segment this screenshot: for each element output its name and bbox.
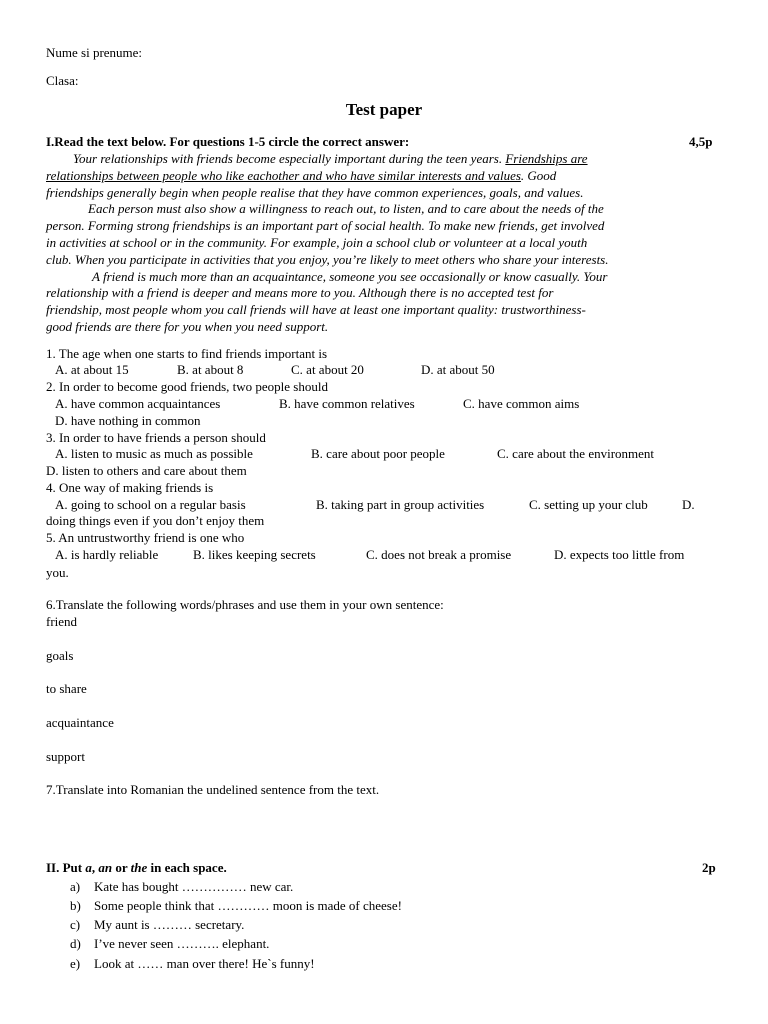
underlined-sentence: Friendships are	[505, 151, 588, 166]
section-1-points: 4,5p	[689, 134, 713, 149]
question-3: 3. In order to have friends a person should	[46, 430, 266, 445]
question-4: 4. One way of making friends is	[46, 480, 214, 495]
q2-option-c[interactable]: C. have common aims	[463, 396, 580, 411]
q2-option-b[interactable]: B. have common relatives	[279, 396, 415, 411]
item-b-letter: b)	[70, 898, 81, 913]
q3-option-b[interactable]: B. care about poor people	[311, 446, 445, 461]
q4-option-a[interactable]: A. going to school on a regular basis	[55, 497, 246, 512]
q1-option-c[interactable]: C. at about 20	[291, 362, 364, 377]
question-1: 1. The age when one starts to find friends important is	[46, 346, 328, 361]
text-line: Your relationships with friends become especially important during the teen years. Friendships are	[73, 151, 588, 166]
question-5: 5. An untrustworthy friend is one who	[46, 530, 245, 545]
item-e-text: Look at …… man over there! He`s funny!	[94, 956, 315, 971]
q1-option-d[interactable]: D. at about 50	[421, 362, 495, 377]
text-line: friendships generally begin when people realise that they have common experiences, goals, and values.	[46, 184, 584, 200]
text-line: Each person must also show a willingness to reach out, to listen, and to care about the needs of the	[88, 201, 604, 217]
name-label: Nume si prenume:	[46, 45, 143, 60]
section-1-heading: I.Read the text below. For questions 1-5 circle the correct answer:	[46, 134, 410, 149]
word-acquaintance: acquaintance	[46, 715, 114, 730]
question-6: 6.Translate the following words/phrases and use them in your own sentence:	[46, 597, 444, 612]
q1-option-a[interactable]: A. at about 15	[55, 362, 129, 377]
text-line: relationships between people who like eachother and who have similar interests and values. Good	[46, 167, 557, 183]
q1-option-b[interactable]: B. at about 8	[177, 362, 244, 377]
underlined-sentence: relationships between people who like eachother and who have similar interests and values	[46, 167, 521, 183]
text-line: in activities at school or in the community. For example, join a school club or volunteer at a local youth	[46, 234, 588, 250]
q4-option-c[interactable]: C. setting up your club	[529, 497, 648, 512]
q5-option-b[interactable]: B. likes keeping secrets	[193, 547, 316, 562]
item-a-text: Kate has bought …………… new car.	[94, 879, 294, 894]
q5-option-a[interactable]: A. is hardly reliable	[55, 547, 159, 562]
q3-option-d[interactable]: D. listen to others and care about them	[46, 463, 247, 478]
text-line: relationship with a friend is deeper and means more to you. Although there is no accepted test for	[46, 285, 554, 301]
section-2-heading: II. Put a, an or the in each space.	[46, 860, 227, 875]
word-support: support	[46, 749, 85, 764]
word-friend: friend	[46, 614, 78, 629]
text-line: good friends are there for you when you need support.	[46, 318, 329, 334]
item-d-text: I’ve never seen ………. elephant.	[94, 936, 270, 951]
q5-option-c[interactable]: C. does not break a promise	[366, 547, 512, 562]
item-d-letter: d)	[70, 936, 81, 951]
q4-option-b[interactable]: B. taking part in group activities	[316, 497, 485, 512]
q4-option-d[interactable]: D.	[682, 497, 695, 512]
q5-option-d[interactable]: D. expects too little from	[554, 547, 685, 562]
word-goals: goals	[46, 648, 74, 663]
text-line: person. Forming strong friendships is an important part of social health. To make new friends, get involved	[46, 218, 605, 234]
text-line: A friend is much more than an acquaintance, someone you see occasionally or know casually. Your	[92, 268, 608, 284]
item-a-letter: a)	[70, 879, 81, 894]
text-line: club. When you participate in activities that you enjoy, you’re likely to meet others who share your interests.	[46, 251, 609, 267]
item-b-text: Some people think that ………… moon is made of cheese!	[94, 898, 402, 913]
q5-option-d-continued: you.	[46, 565, 69, 580]
q2-option-d[interactable]: D. have nothing in common	[55, 413, 201, 428]
q2-option-a[interactable]: A. have common acquaintances	[55, 396, 221, 411]
item-c-letter: c)	[70, 917, 81, 932]
word-to-share: to share	[46, 681, 87, 696]
section-2-points: 2p	[702, 860, 716, 875]
q3-option-a[interactable]: A. listen to music as much as possible	[55, 446, 253, 461]
text-line: friendship, most people whom you call friends will have at least one important quality: trustworthiness-	[46, 302, 586, 318]
q3-option-c[interactable]: C. care about the environment	[497, 446, 655, 461]
item-c-text: My aunt is ……… secretary.	[94, 917, 245, 932]
page-title: Test paper	[345, 100, 423, 119]
question-2: 2. In order to become good friends, two people should	[46, 379, 328, 394]
reading-text	[46, 151, 722, 336]
q4-option-d-continued: doing things even if you don’t enjoy them	[46, 513, 265, 528]
question-7: 7.Translate into Romanian the undelined sentence from the text.	[46, 782, 380, 797]
item-e-letter: e)	[70, 956, 81, 971]
class-label: Clasa:	[46, 73, 79, 88]
